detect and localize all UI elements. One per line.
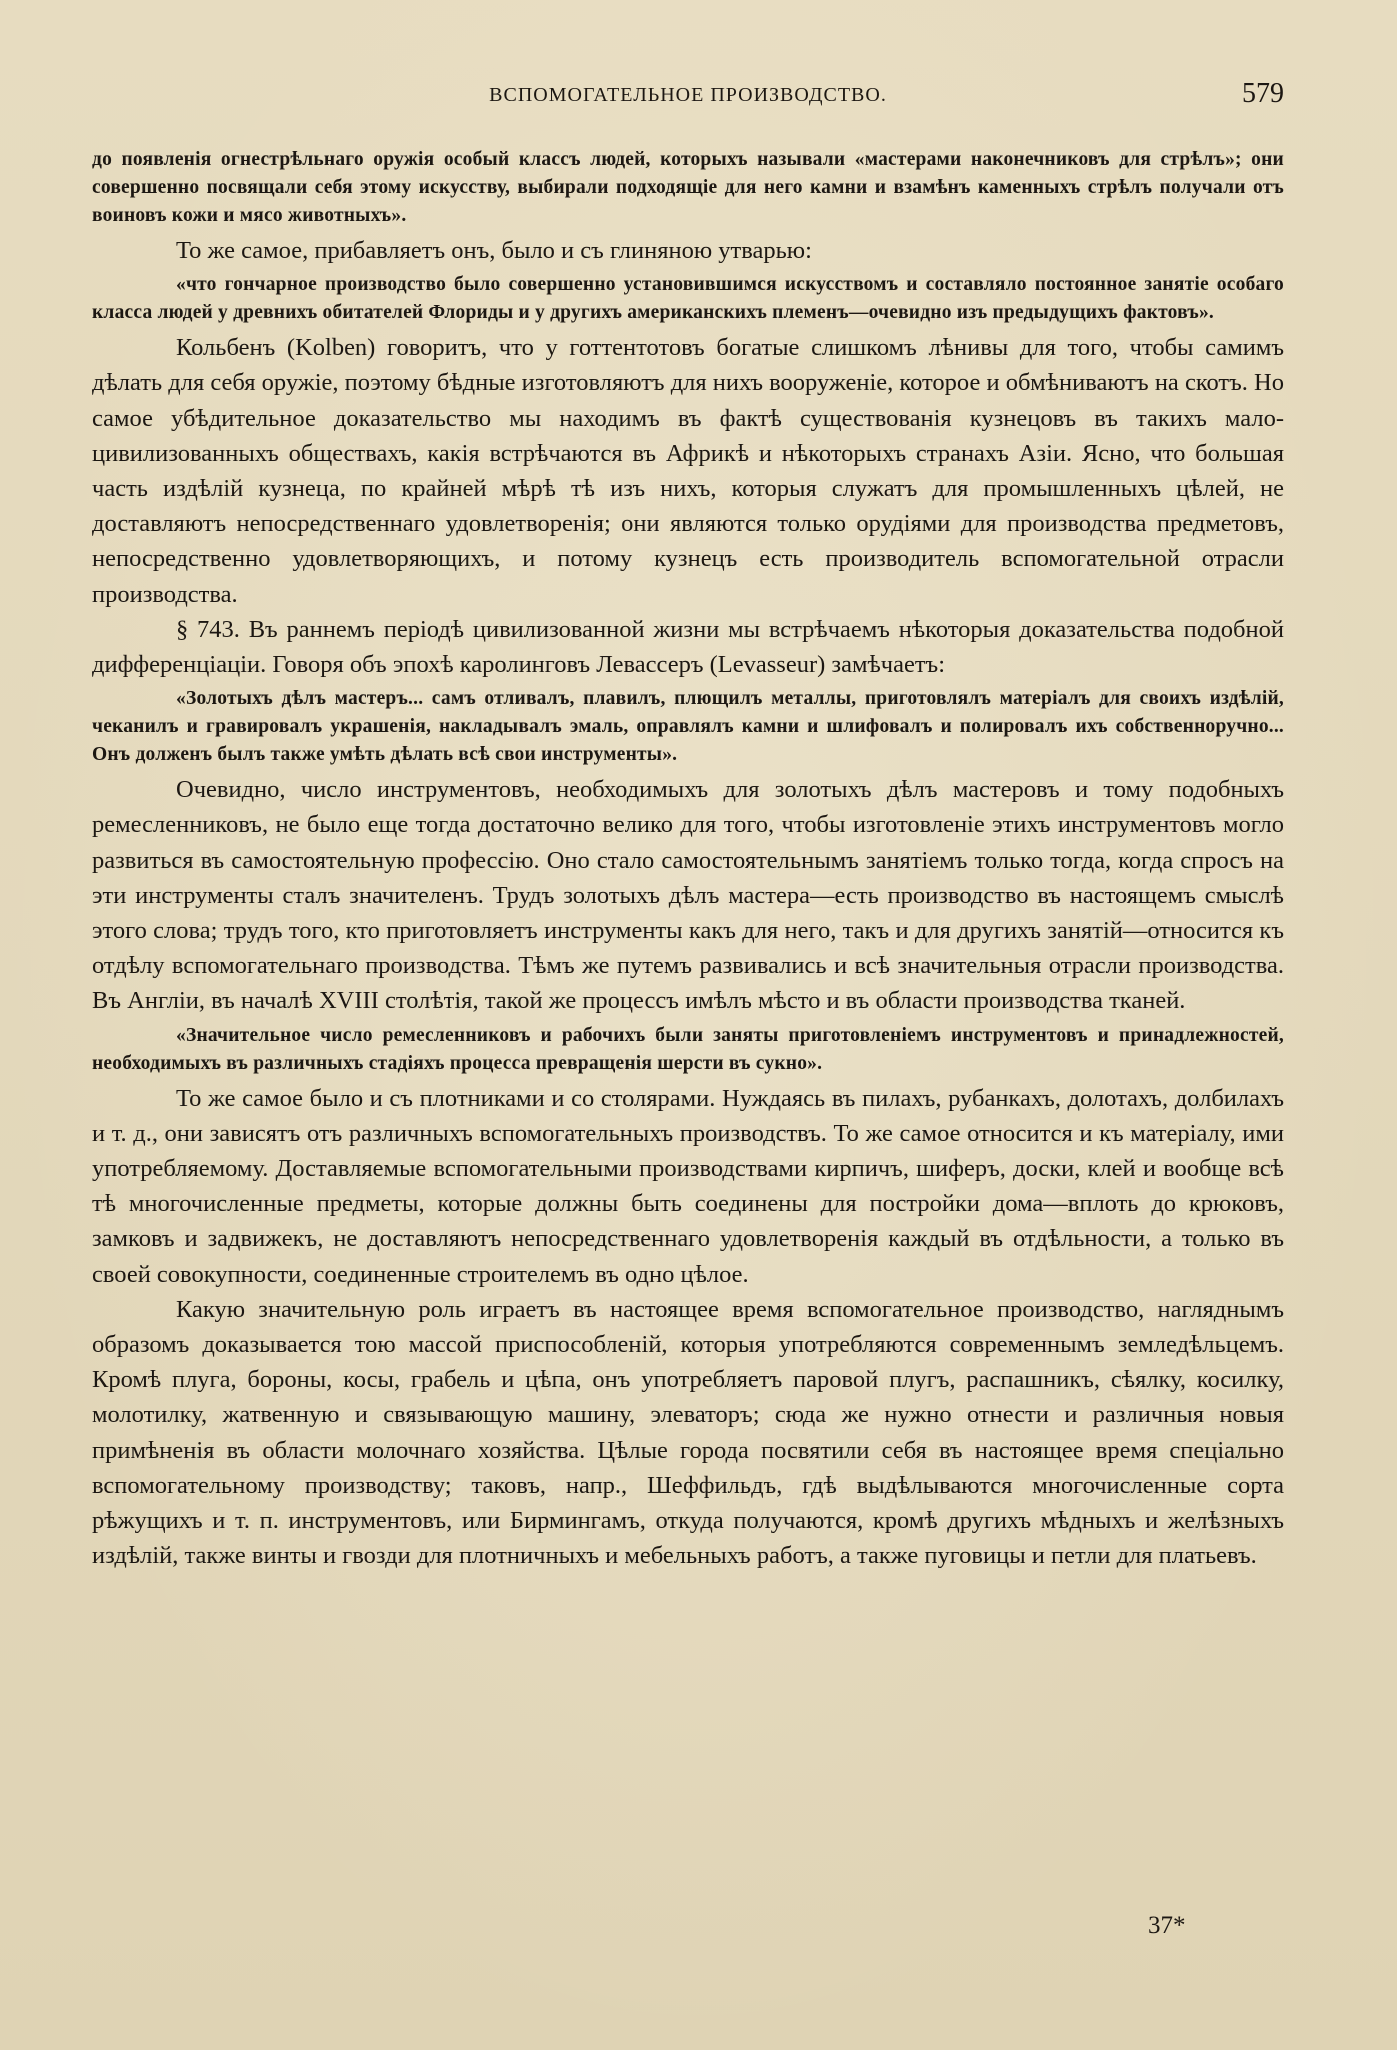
running-title: ВСПОМОГАТЕЛЬНОЕ ПРОИЗВОДСТВО. xyxy=(489,84,887,106)
page-number: 579 xyxy=(1242,78,1284,109)
paragraph: Кольбенъ (Kolben) говоритъ, что у готтентотовъ богатые слишкомъ лѣнивы для того, чтобы самимъ дѣлать для себя оружіе, поэтому бѣдные изготовляютъ для нихъ вооруженіе, которое и обмѣниваютъ на скотъ. Но самое убѣдительное доказательство мы находимъ въ фактѣ существованія кузнецовъ въ такихъ мало-цивилизованныхъ обществахъ, какія встрѣчаются въ Африкѣ и нѣкоторыхъ странахъ Азіи. Ясно, что большая часть издѣлій кузнеца, по крайней мѣрѣ тѣ изъ нихъ, которыя служатъ для промышленныхъ цѣлей, не доставляютъ непосредственнаго удовлетворенія; они являются только орудіями для производства предметовъ, непосредственно удовлетворяющихъ, и потому кузнецъ есть производитель вспомогательной отрасли производства. xyxy=(92,334,1284,608)
quote-block: до появленія огнестрѣльнаго оружія особый классъ людей, которыхъ называли «мастерами наконечниковъ для стрѣлъ»; они совершенно посвящали себя этому искусству, выбирали подходящіе для него камни и взамѣнъ каменныхъ стрѣлъ получали отъ воиновъ кожи и мясо животныхъ». xyxy=(92,149,1284,226)
body-text xyxy=(92,146,1284,1574)
signature-mark: 37* xyxy=(1148,1912,1186,1939)
quote-block: «Золотыхъ дѣлъ мастеръ... самъ отливалъ, плавилъ, плющилъ металлы, приготовлялъ матеріалъ для своихъ издѣлій, чеканилъ и гравировалъ украшенія, накладывалъ эмаль, оправлялъ камни и шлифовалъ и полировалъ ихъ собственноручно... Онъ долженъ былъ также умѣть дѣлать всѣ свои инструменты». xyxy=(92,688,1284,766)
quote-block: «Значительное число ремесленниковъ и рабочихъ были заняты приготовленіемъ инструментовъ и принадлежностей, необходимыхъ въ различныхъ стадіяхъ процесса превращенія шерсти въ сукно». xyxy=(92,1024,1284,1074)
paragraph: То же самое было и съ плотниками и со столярами. Нуждаясь въ пилахъ, рубанкахъ, долотахъ, долбилахъ и т. д., они зависятъ отъ различныхъ вспомогательныхъ производствъ. То же самое относится и къ матеріалу, ими употребляемому. Доставляемые вспомогательными производствами кирпичъ, шиферъ, доски, клей и вообще всѣ тѣ многочисленные предметы, которые должны быть соединены для постройки дома—вплоть до крюковъ, замковъ и задвижекъ, не доставляютъ непосредственнаго удовлетворенія каждый въ отдѣльности, а только въ своей совокупности, соединенные строителемъ въ одно цѣлое. xyxy=(92,1084,1284,1288)
quote-block: «что гончарное производство было совершенно установившимся искусствомъ и составляло постоянное занятіе особаго класса людей у древнихъ обитателей Флориды и у другихъ американскихъ племенъ—очевидно изъ предыдущихъ фактовъ». xyxy=(92,274,1284,324)
page-header xyxy=(92,78,1284,112)
paragraph: То же самое, прибавляетъ онъ, было и съ глиняною утварью: xyxy=(176,237,812,264)
paragraph: Очевидно, число инструментовъ, необходимыхъ для золотыхъ дѣлъ мастеровъ и тому подобныхъ ремесленниковъ, не было еще тогда достаточно велико для того, чтобы изготовленіе этихъ инструментовъ могло развиться въ самостоятельную профессію. Оно стало самостоятельнымъ занятіемъ только тогда, когда спросъ на эти инструменты сталъ значителенъ. Трудъ золотыхъ дѣлъ мастера—есть производство въ настоящемъ смыслѣ этого слова; трудъ того, кто приготовляетъ инструменты какъ для него, такъ и для другихъ занятій—относится къ отдѣлу вспомогательнаго производства. Тѣмъ же путемъ развивались и всѣ значительныя отрасли производства. Въ Англіи, въ началѣ XVIII столѣтія, такой же процессъ имѣлъ мѣсто и въ области производства тканей. xyxy=(92,776,1284,1015)
paragraph: § 743. Въ раннемъ періодѣ цивилизованной жизни мы встрѣчаемъ нѣкоторыя доказательства подобной дифференціаціи. Говоря объ эпохѣ каролинговъ Левассеръ (Levasseur) замѣчаетъ: xyxy=(92,615,1284,679)
paragraph: Какую значительную роль играетъ въ настоящее время вспомогательное производство, нагляднымъ образомъ доказывается тою массой приспособленій, которыя употребляются современнымъ земледѣльцемъ. Кромѣ плуга, бороны, косы, грабель и цѣпа, онъ употребляетъ паровой плугъ, распашникъ, сѣялку, косилку, молотилку, жатвенную и связывающую машину, элеваторъ; сюда же нужно отнести и различныя новыя примѣненія въ области молочнаго хозяйства. Цѣлые города посвятили себя въ настоящее время спеціально вспомогательному производству; таковъ, напр., Шеффильдъ, гдѣ выдѣлываются многочисленные сорта рѣжущихъ и т. п. инструментовъ, или Бирмингамъ, откуда получаются, кромѣ другихъ мѣдныхъ и желѣзныхъ издѣлій, также винты и гвозди для плотничныхъ и мебельныхъ работъ, а также пуговицы и петли для платьевъ. xyxy=(92,1295,1284,1570)
